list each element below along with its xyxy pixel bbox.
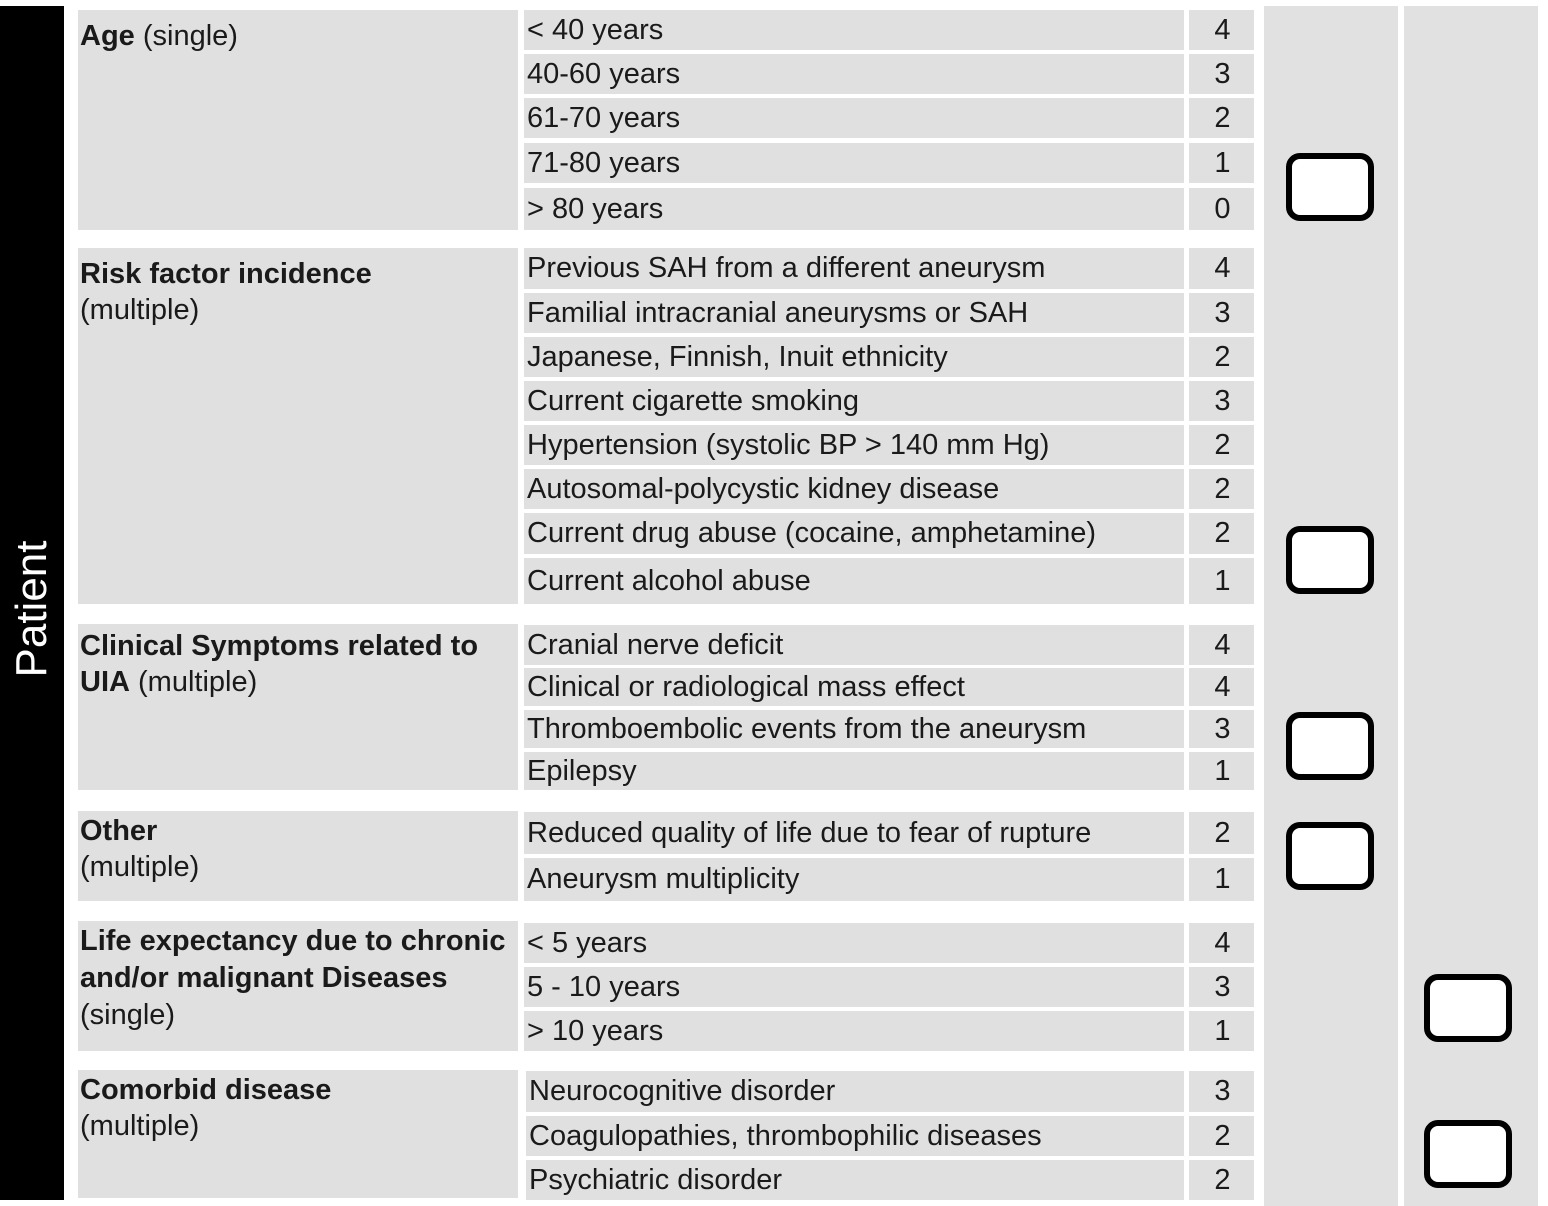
score-value: 2 (1189, 1160, 1254, 1200)
list-item: Psychiatric disorder (526, 1160, 1184, 1200)
list-item: Current drug abuse (cocaine, amphetamine) (524, 513, 1184, 554)
sidebar (0, 6, 64, 1200)
other-score-box[interactable] (1286, 822, 1374, 890)
section-age-label (78, 10, 518, 230)
score-value: 2 (1189, 513, 1254, 554)
score-value: 4 (1189, 625, 1254, 665)
score-value: 4 (1189, 10, 1254, 50)
list-item: < 40 years (524, 10, 1184, 50)
section-qualifier: (single) (80, 999, 176, 1031)
list-item: Autosomal-polycystic kidney disease (524, 469, 1184, 509)
list-item: Epilepsy (524, 752, 1184, 790)
list-item: Neurocognitive disorder (526, 1071, 1184, 1112)
list-item: Coagulopathies, thrombophilic diseases (526, 1116, 1184, 1156)
comorbid-score-box[interactable] (1424, 1120, 1512, 1188)
score-value: 1 (1189, 143, 1254, 183)
life-expectancy-score-box[interactable] (1424, 974, 1512, 1042)
score-value: 2 (1189, 469, 1254, 509)
section-title: Comorbid disease (80, 1074, 332, 1106)
score-value: 3 (1189, 967, 1254, 1007)
section-life-expectancy-label (78, 921, 518, 1051)
list-item: Current cigarette smoking (524, 381, 1184, 421)
score-value: 3 (1189, 710, 1254, 748)
score-value: 2 (1189, 1116, 1254, 1156)
score-value: 1 (1189, 858, 1254, 901)
list-item: Aneurysm multiplicity (524, 858, 1184, 901)
section-title: Clinical Symptoms related to UIA (80, 630, 479, 698)
symptoms-score-box[interactable] (1286, 712, 1374, 780)
section-qualifier: (multiple) (80, 851, 200, 883)
section-qualifier: (multiple) (80, 1110, 200, 1142)
section-qualifier: (single) (142, 20, 238, 52)
list-item: Current alcohol abuse (524, 558, 1184, 604)
section-other-label (78, 811, 518, 901)
list-item: Previous SAH from a different aneurysm (524, 248, 1184, 289)
list-item: < 5 years (524, 923, 1184, 963)
list-item: 5 - 10 years (524, 967, 1184, 1007)
list-item: Hypertension (systolic BP > 140 mm Hg) (524, 425, 1184, 465)
list-item: 40-60 years (524, 54, 1184, 94)
section-comorbid-label (78, 1070, 518, 1198)
list-item: Familial intracranial aneurysms or SAH (524, 293, 1184, 333)
sidebar-label: Patient (7, 540, 56, 678)
section-title: Age (80, 20, 135, 52)
list-item: 61-70 years (524, 98, 1184, 138)
list-item: Reduced quality of life due to fear of rupture (524, 812, 1184, 854)
list-item: Clinical or radiological mass effect (524, 668, 1184, 706)
score-value: 3 (1189, 54, 1254, 94)
section-title: Risk factor incidence (80, 258, 372, 290)
score-value: 3 (1189, 381, 1254, 421)
age-score-box[interactable] (1286, 153, 1374, 221)
section-risk-label (78, 248, 518, 604)
list-item: > 10 years (524, 1011, 1184, 1051)
score-value: 3 (1189, 1071, 1254, 1112)
score-value: 2 (1189, 337, 1254, 377)
score-value: 4 (1189, 668, 1254, 706)
score-value: 2 (1189, 812, 1254, 854)
list-item: 71-80 years (524, 143, 1184, 183)
score-value: 1 (1189, 558, 1254, 604)
score-value: 0 (1189, 188, 1254, 230)
score-value: 4 (1189, 923, 1254, 963)
section-qualifier: (multiple) (138, 666, 258, 698)
score-value: 2 (1189, 98, 1254, 138)
score-value: 2 (1189, 425, 1254, 465)
score-value: 1 (1189, 752, 1254, 790)
section-qualifier: (multiple) (80, 294, 200, 326)
section-symptoms-label (78, 624, 518, 790)
score-value: 1 (1189, 1011, 1254, 1051)
score-value: 3 (1189, 293, 1254, 333)
list-item: > 80 years (524, 188, 1184, 230)
score-value: 4 (1189, 248, 1254, 289)
list-item: Thromboembolic events from the aneurysm (524, 710, 1184, 748)
list-item: Japanese, Finnish, Inuit ethnicity (524, 337, 1184, 377)
list-item: Cranial nerve deficit (524, 625, 1184, 665)
section-title: Other (80, 815, 158, 847)
risk-factor-score-box[interactable] (1286, 526, 1374, 594)
section-title: Life expectancy due to chronic and/or malignant Diseases (80, 925, 506, 994)
